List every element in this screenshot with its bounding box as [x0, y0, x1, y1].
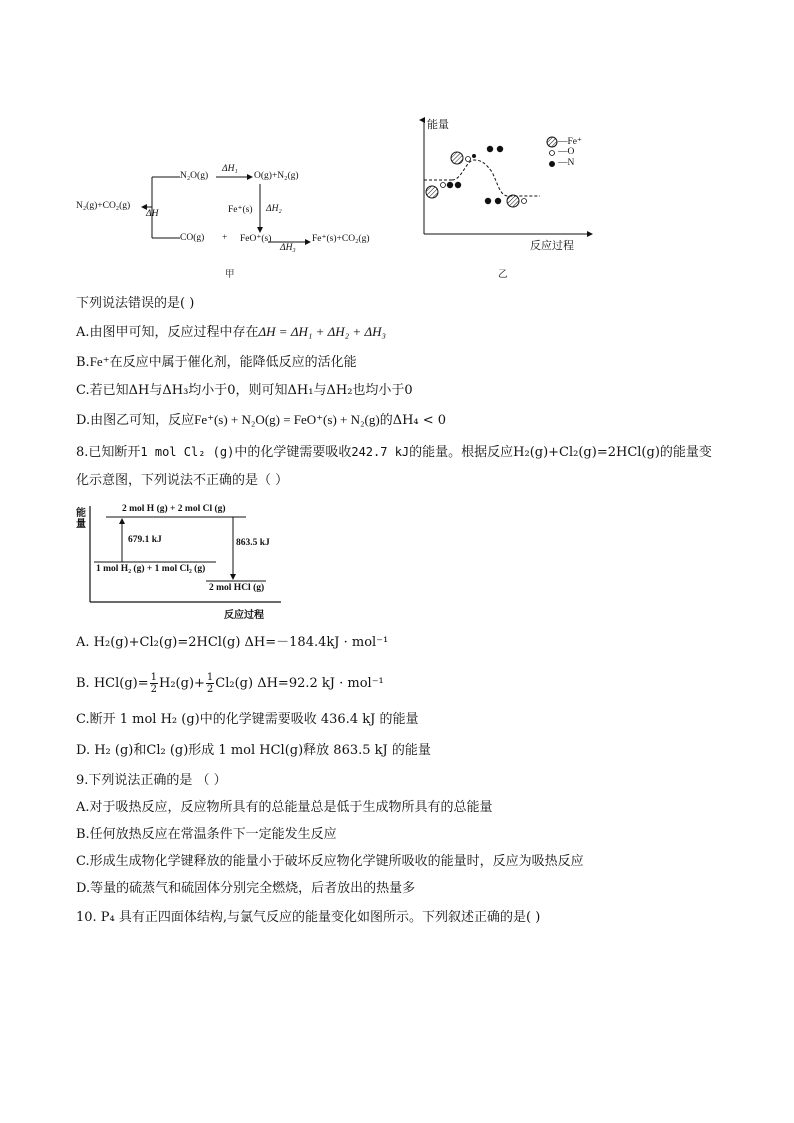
q8-stem1-c: 中的化学键需要吸收	[234, 445, 352, 460]
q9-option-b: B.任何放热反应在常温条件下一定能发生反应	[76, 827, 337, 842]
q8-option-a: A. H₂(g)+Cl₂(g)=2HCl(g) ΔH=－184.4kJ · mol⁻¹	[76, 635, 389, 650]
q7-a-prefix: A.由图甲可知，反应过程中存在	[76, 325, 259, 340]
q8-b-h2: H₂(g)+	[159, 676, 205, 691]
jia-bottom-feo: FeO⁺(s)	[240, 234, 272, 244]
q7-b-rest: 在反应中属于催化剂，能降低反应的活化能	[109, 355, 357, 370]
q8-option-b	[76, 672, 384, 695]
yi-legend-o: —O	[558, 147, 575, 157]
jia-caption: 甲	[225, 269, 235, 280]
q8-top-level-label: 2 mol H (g) + 2 mol Cl (g)	[122, 504, 226, 514]
jia-left-label: N₂(g)+CO₂(g)	[76, 201, 131, 211]
q8-up-arrow-label: 679.1 kJ	[128, 535, 162, 545]
q8-stem1-e: 的能量。根据反应H₂(g)+Cl₂(g)=2HCl(g)的能量变	[409, 445, 712, 460]
q8-b-frac-1	[150, 672, 158, 695]
q8-b-frac-1-num: 1	[150, 672, 157, 683]
q8-b-cl2: Cl₂(g) ΔH=92.2 kJ · mol⁻¹	[215, 676, 384, 691]
yi-legend-fe: —Fe⁺	[558, 137, 583, 147]
q7-b-prefix: B.	[76, 355, 90, 370]
q9-stem: 9.下列说法正确的是 （ ）	[76, 773, 227, 788]
q8-option-d: D. H₂ (g)和Cl₂ (g)形成 1 mol HCl(g)释放 863.5 kJ 的能量	[76, 743, 431, 758]
q8-b-frac-1-den: 2	[150, 684, 157, 695]
yi-legend-n: —N	[558, 158, 575, 168]
q10-stem: 10. P₄ 具有正四面体结构,与氯气反应的能量变化如图所示。下列叙述正确的是( )	[76, 910, 541, 925]
yi-fe-right	[507, 195, 519, 207]
jia-dh3-label: ΔH₃	[280, 243, 296, 253]
jia-plus: +	[222, 233, 228, 243]
yi-xlabel: 反应过程	[530, 239, 574, 252]
jia-dh1-label: ΔH₁	[222, 164, 238, 174]
q7-d-prefix: D.由图乙可知，反应	[76, 413, 195, 428]
q7-option-a	[76, 323, 386, 342]
q8-b-frac-2-num: 1	[206, 672, 214, 683]
q8-b-frac-2-den: 2	[206, 684, 214, 695]
q8-b-prefix: B. HCl(g)=	[76, 676, 149, 691]
q7-option-b	[76, 353, 357, 372]
q9-option-c: C.形成生成物化学键释放的能量小于破坏反应物化学键所吸收的能量时，反应为吸热反应	[76, 854, 584, 869]
q8-stem1-b: 1 mol Cl₂ (g)	[140, 445, 235, 459]
q8-down-arrow-label: 863.5 kJ	[236, 538, 270, 548]
q7-option-d	[76, 411, 446, 430]
figure-yi	[410, 114, 600, 284]
yi-legend-n-icon	[549, 161, 555, 167]
jia-top-left: N₂O(g)	[180, 171, 209, 181]
q8-figure	[76, 502, 286, 624]
q8-ylabel-bottom: 量	[76, 519, 86, 530]
jia-fe-catalyst: Fe⁺(s)	[228, 205, 253, 215]
q8-stem1-a: 8.已知断开	[76, 445, 141, 460]
yi-fe-ts	[451, 152, 463, 164]
q9-option-a: A.对于吸热反应，反应物所具有的总能量总是低于生成物所具有的总能量	[76, 800, 493, 815]
q8-mid-level-label: 1 mol H₂ (g) + 1 mol Cl₂ (g)	[96, 564, 206, 574]
q8-stem-line2: 化示意图，下列说法不正确的是（ ）	[76, 473, 289, 488]
q7-d-suffix: 的ΔH₄ < 0	[379, 413, 447, 428]
q7-stem: 下列说法错误的是( )	[76, 296, 195, 311]
q8-stem-line1	[76, 443, 712, 462]
yi-ylabel: 能量	[427, 118, 449, 131]
q8-option-c: C.断开 1 mol H₂ (g)中的化学键需要吸收 436.4 kJ 的能量	[76, 712, 419, 727]
q8-b-frac-2	[206, 672, 214, 695]
yi-fe-left	[426, 186, 438, 198]
jia-dh2-label: ΔH₂	[266, 204, 282, 214]
jia-bottom-right: Fe⁺(s)+CO₂(g)	[312, 234, 370, 244]
q7-d-formula: Fe⁺(s) + N₂O(g) = FeO⁺(s) + N₂(g)	[194, 412, 380, 427]
yi-legend-o-icon	[550, 151, 555, 156]
q8-xlabel: 反应过程	[224, 610, 264, 621]
q8-stem1-d: 242.7 kJ	[351, 445, 410, 459]
yi-caption: 乙	[498, 269, 508, 280]
figure-jia	[76, 150, 396, 282]
q8-ylabel-top: 能	[76, 508, 86, 519]
jia-bottom-co: CO(g)	[180, 233, 205, 243]
q7-option-c: C.若已知ΔH与ΔH₃均小于0，则可知ΔH₁与ΔH₂也均小于0	[76, 383, 413, 398]
yi-legend-fe-icon	[547, 137, 557, 147]
q9-option-d: D.等量的硫蒸气和硫固体分别完全燃烧，后者放出的热量多	[76, 881, 416, 896]
q7-b-ion: Fe⁺	[89, 354, 110, 369]
q7-a-formula: ΔH = ΔH₁ + ΔH₂ + ΔH₃	[258, 324, 386, 339]
jia-dh-label: ΔH	[146, 209, 159, 219]
q8-low-level-label: 2 mol HCl (g)	[209, 583, 265, 593]
jia-top-right: O(g)+N₂(g)	[254, 171, 299, 181]
